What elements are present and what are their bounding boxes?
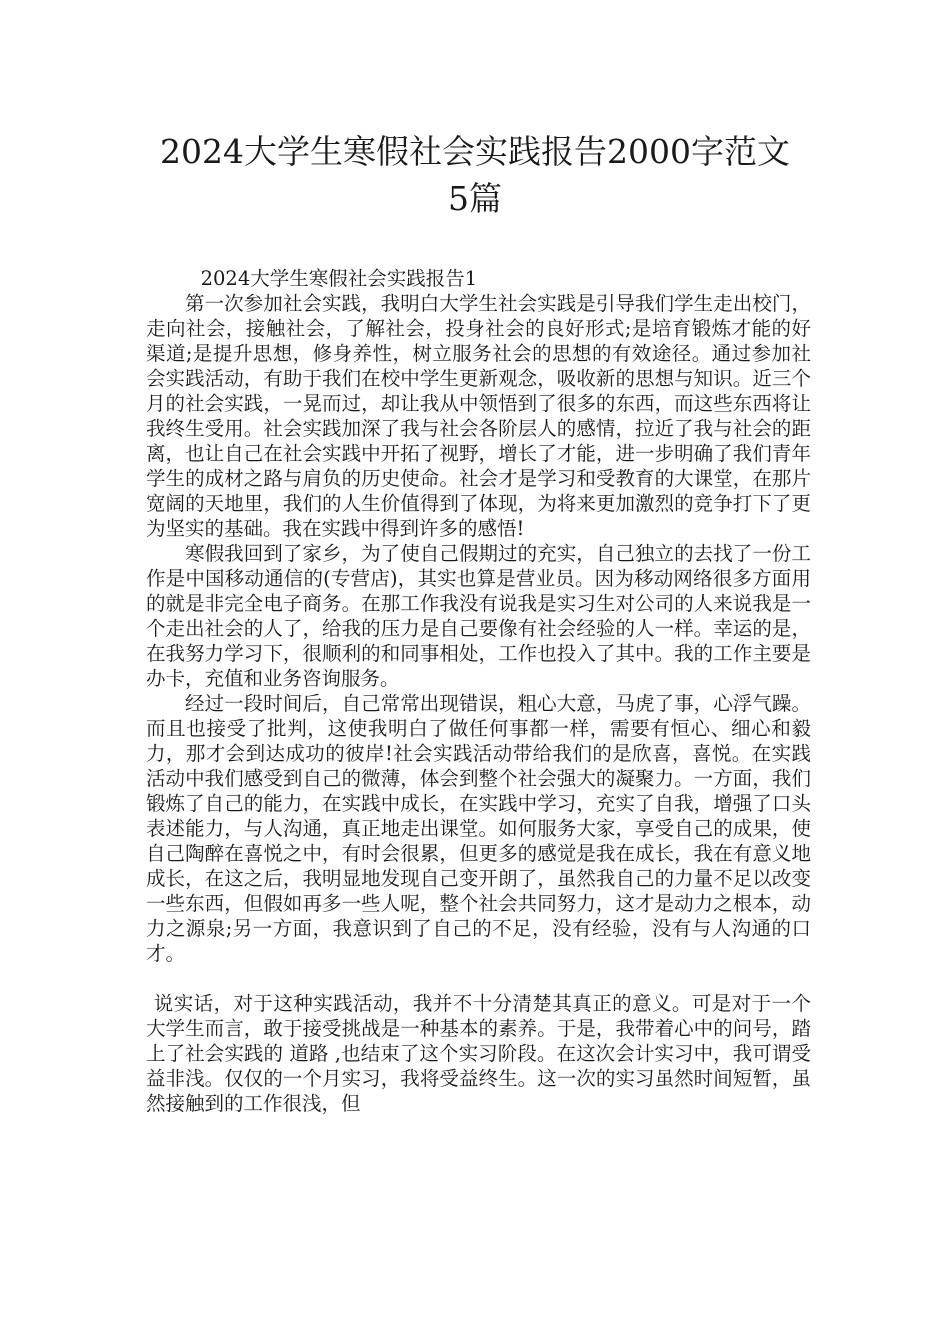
paragraph-2: 寒假我回到了家乡，为了使自己假期过的充实，自己独立的去找了一份工作是中国移动通信的(专营店)，其实也算是营业员。因为移动网络很多方面用的就是非完全电子商务。在那工作我没有说我是实习生对公司的人来说我是一个走出社会的人了，给我的压力是自己要像有社会经验的人一样。幸运的是，在我努力学习下，很顺利的和同事相处，工作也投入了其中。我的工作主要是办卡，充值和业务咨询服务。 [146,542,811,690]
document-title [100,128,850,222]
title-line-1: 2024大学生寒假社会实践报告2000字范文 [160,132,790,171]
paragraph-gap [146,966,811,991]
paragraph-3: 经过一段时间后，自己常常出现错误，粗心大意，马虎了事，心浮气躁。而且也接受了批判，这使我明白了做任何事都一样，需要有恒心、细心和毅力，那才会到达成功的彼岸!社会实践活动带给我们的是欣喜，喜悦。在实践活动中我们感受到自己的微薄，体会到整个社会强大的凝聚力。一方面，我们锻炼了自己的能力，在实践中成长，在实践中学习，充实了自我，增强了口头表述能力，与人沟通，真正地走出课堂。如何服务大家，享受自己的成果，使自己陶醉在喜悦之中，有时会很累，但更多的感觉是我在成长，我在有意义地成长，在这之后，我明显地发现自己变开朗了，虽然我自己的力量不足以改变一些东西，但假如再多一些人呢，整个社会共同努力，这才是动力之根本，动力之源泉;另一方面，我意识到了自己的不足，没有经验，没有与人沟通的口才。 [146,692,811,965]
section-heading: 2024大学生寒假社会实践报告1 [200,267,478,290]
paragraph-4: 说实话，对于这种实践活动，我并不十分清楚其真正的意义。可是对于一个大学生而言，敢于接受挑战是一种基本的素养。于是，我带着心中的问号，踏上了社会实践的 道路 ,也结束了这个实习阶段。在这次会计实习中，我可谓受益非浅。仅仅的一个月实习，我将受益终生。这一次的实习虽然时间短暂，虽然接触到的工作很浅，但 [146,992,811,1115]
title-line-2: 5篇 [448,179,502,218]
document-body [146,266,811,1116]
paragraph-1: 第一次参加社会实践，我明白大学生社会实践是引导我们学生走出校门，走向社会，接触社会，了解社会，投身社会的良好形式;是培育锻炼才能的好渠道;是提升思想，修身养性，树立服务社会的思想的有效途径。通过参加社会实践活动，有助于我们在校中学生更新观念，吸收新的思想与知识。近三个月的社会实践，一晃而过，却让我从中领悟到了很多的东西，而这些东西将让我终生受用。社会实践加深了我与社会各阶层人的感情，拉近了我与社会的距离，也让自己在社会实践中开拓了视野，增长了才能，进一步明确了我们青年学生的成材之路与肩负的历史使命。社会才是学习和受教育的大课堂，在那片宽阔的天地里，我们的人生价值得到了体现，为将来更加激烈的竞争打下了更为坚实的基础。我在实践中得到许多的感悟! [146,292,811,540]
